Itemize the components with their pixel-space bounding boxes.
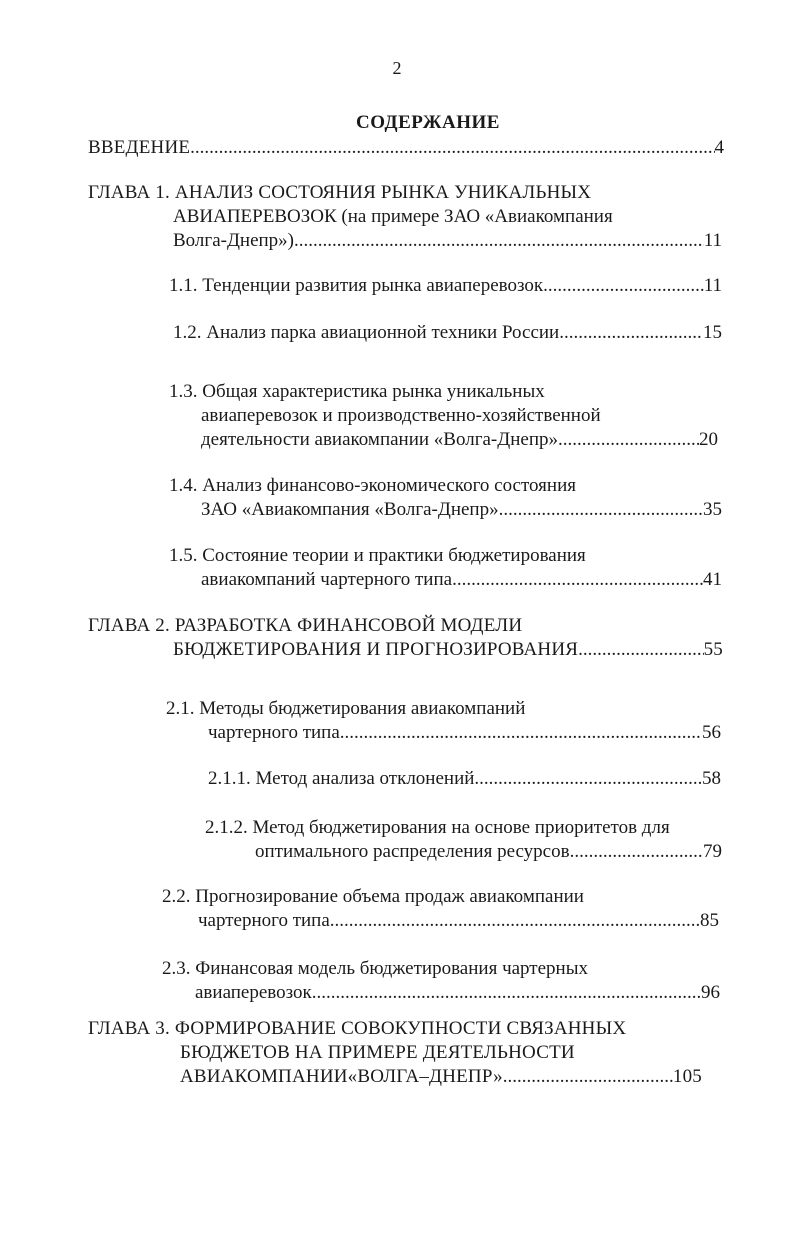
chapter-3-title-line-1[interactable]: ГЛАВА 3. ФОРМИРОВАНИЕ СОВОКУПНОСТИ СВЯЗАННЫХ bbox=[88, 1018, 627, 1039]
chapter-1-title-line-2[interactable]: АВИАПЕРЕВОЗОК (на примере ЗАО «Авиакомпания bbox=[173, 206, 613, 227]
toc-leader-dots bbox=[570, 840, 703, 863]
toc-entry-label: 2.1.1. Метод анализа отклонений bbox=[208, 768, 475, 789]
toc-entry-2-2-line-1[interactable]: 2.2. Прогнозирование объема продаж авиакомпании bbox=[162, 886, 584, 907]
toc-entry-label: 1.1. Тенденции развития рынка авиаперевозок bbox=[169, 275, 544, 296]
chapter-3-title-line-2[interactable]: БЮДЖЕТОВ НА ПРИМЕРЕ ДЕЯТЕЛЬНОСТИ bbox=[180, 1042, 575, 1063]
toc-entry-label: БЮДЖЕТИРОВАНИЯ И ПРОГНОЗИРОВАНИЯ bbox=[173, 639, 579, 660]
toc-entry-label: оптимального распределения ресурсов bbox=[255, 841, 570, 862]
toc-leader-dots bbox=[452, 568, 703, 591]
toc-entry-2-1[interactable] bbox=[208, 721, 721, 744]
toc-leader-dots bbox=[503, 1065, 673, 1088]
toc-entry-1-3-line-2[interactable]: авиаперевозок и производственно-хозяйственной bbox=[201, 405, 601, 426]
toc-page-number: 20 bbox=[699, 429, 718, 450]
chapter-2-title-line-1[interactable]: ГЛАВА 2. РАЗРАБОТКА ФИНАНСОВОЙ МОДЕЛИ bbox=[88, 615, 523, 636]
toc-entry-2-2[interactable] bbox=[198, 909, 719, 932]
toc-leader-dots bbox=[559, 321, 703, 344]
toc-entry-2-1-2-line-1[interactable]: 2.1.2. Метод бюджетирования на основе приоритетов для bbox=[205, 817, 670, 838]
toc-entry-label: деятельности авиакомпании «Волга-Днепр» bbox=[201, 429, 558, 450]
toc-entry-1-4-line-1[interactable]: 1.4. Анализ финансово-экономического состояния bbox=[169, 475, 576, 496]
toc-entry-2-3-line-1[interactable]: 2.3. Финансовая модель бюджетирования чартерных bbox=[162, 958, 588, 979]
toc-entry-label: чартерного типа bbox=[208, 722, 340, 743]
toc-entry-label: авиакомпаний чартерного типа bbox=[201, 569, 453, 590]
toc-entry-label: авиаперевозок bbox=[195, 982, 312, 1003]
toc-leader-dots bbox=[474, 767, 702, 790]
toc-leader-dots bbox=[190, 136, 714, 159]
toc-page-number: 35 bbox=[703, 499, 722, 520]
toc-entry-1-2[interactable] bbox=[173, 321, 722, 344]
toc-leader-dots bbox=[294, 229, 704, 252]
toc-page-number: 56 bbox=[702, 722, 721, 743]
toc-leader-dots bbox=[558, 428, 699, 451]
toc-entry-1-5-line-1[interactable]: 1.5. Состояние теории и практики бюджетирования bbox=[169, 545, 586, 566]
toc-page-number: 105 bbox=[672, 1066, 702, 1087]
page-number: 2 bbox=[392, 58, 402, 78]
toc-page-number: 11 bbox=[703, 230, 722, 251]
chapter-1-title-line-1[interactable]: ГЛАВА 1. АНАЛИЗ СОСТОЯНИЯ РЫНКА УНИКАЛЬНЫХ bbox=[88, 182, 592, 203]
toc-entry-1-1[interactable] bbox=[169, 274, 722, 297]
toc-leader-dots bbox=[340, 721, 702, 744]
toc-entry-1-4[interactable] bbox=[201, 498, 722, 521]
toc-leader-dots bbox=[578, 638, 703, 661]
toc-page-number: 41 bbox=[703, 569, 722, 590]
toc-page-number: 79 bbox=[703, 841, 722, 862]
page-title: СОДЕРЖАНИЕ bbox=[356, 112, 500, 133]
toc-entry-chapter-1[interactable] bbox=[173, 229, 722, 252]
toc-leader-dots bbox=[543, 274, 704, 297]
toc-entry-intro[interactable] bbox=[88, 136, 724, 159]
toc-page-number: 96 bbox=[701, 982, 720, 1003]
toc-entry-2-1-2[interactable] bbox=[255, 840, 722, 863]
toc-entry-label: Волга-Днепр») bbox=[173, 230, 295, 251]
toc-entry-chapter-3[interactable] bbox=[180, 1065, 702, 1088]
toc-entry-2-3[interactable] bbox=[195, 981, 720, 1004]
toc-page-number: 15 bbox=[703, 322, 722, 343]
toc-page-number: 85 bbox=[700, 910, 719, 931]
toc-entry-label: ЗАО «Авиакомпания «Волга-Днепр» bbox=[201, 499, 499, 520]
toc-page-number: 11 bbox=[703, 275, 722, 296]
toc-entry-2-1-line-1[interactable]: 2.1. Методы бюджетирования авиакомпаний bbox=[166, 698, 526, 719]
toc-page-number: 4 bbox=[714, 137, 724, 158]
toc-entry-label: ВВЕДЕНИЕ bbox=[88, 137, 191, 158]
toc-entry-chapter-2[interactable] bbox=[173, 638, 723, 661]
toc-entry-label: 1.2. Анализ парка авиационной техники России bbox=[173, 322, 560, 343]
toc-leader-dots bbox=[499, 498, 703, 521]
toc-entry-1-3-line-1[interactable]: 1.3. Общая характеристика рынка уникальных bbox=[169, 381, 545, 402]
toc-leader-dots bbox=[330, 909, 700, 932]
toc-page-number: 55 bbox=[703, 639, 723, 660]
toc-entry-1-5[interactable] bbox=[201, 568, 722, 591]
toc-entry-label: АВИАКОМПАНИИ«ВОЛГА–ДНЕПР» bbox=[180, 1066, 503, 1087]
toc-entry-2-1-1[interactable] bbox=[208, 767, 721, 790]
toc-leader-dots bbox=[312, 981, 701, 1004]
toc-entry-1-3[interactable] bbox=[201, 428, 718, 451]
toc-page-number: 58 bbox=[702, 768, 721, 789]
toc-entry-label: чартерного типа bbox=[198, 910, 330, 931]
